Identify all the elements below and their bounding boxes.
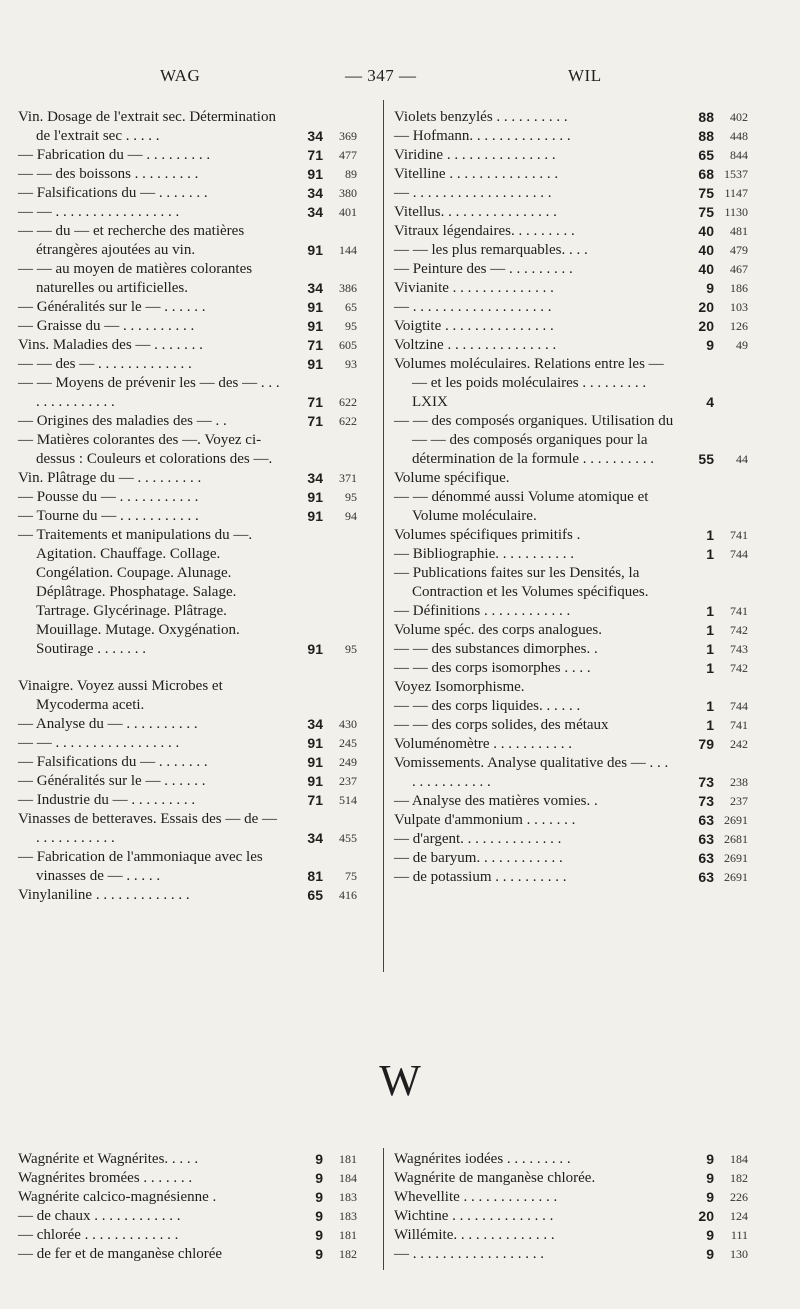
entry-page: 741 [730,718,748,732]
entry-page: 183 [339,1209,357,1223]
entry-volume: 71 [307,394,323,410]
entry-page: 130 [730,1247,748,1261]
index-column-left [18,108,357,905]
entry-page: 743 [730,642,748,656]
entry-volume: 71 [307,147,323,163]
entry-text: Voyez Isomorphisme. [394,679,525,695]
entry-page: 1130 [724,205,748,219]
w-column-right [394,1150,748,1264]
entry-text: — — des composés organiques. Utilisation du — — des composés organiques pour la détermination de la formule . . . . . . . . . . [394,413,674,467]
index-entry [394,222,748,241]
index-entry [18,507,357,526]
entry-volume: 75 [698,204,714,220]
entry-volume: 91 [307,508,323,524]
entry-text: — Fabrication du — . . . . . . . . . [18,147,211,163]
entry-text: Viridine . . . . . . . . . . . . . . . [394,147,556,163]
entry-page: 402 [730,110,748,124]
index-entry [394,317,748,336]
entry-text: — Falsifications du — . . . . . . . [18,754,208,770]
index-entry [394,716,748,735]
entry-page: 380 [339,186,357,200]
entry-text: Wagnérites bromées . . . . . . . [18,1170,193,1186]
index-entry [18,412,357,431]
header-left-guide-word: WAG [160,66,201,85]
index-entry [394,1169,748,1188]
entry-text: Voigtite . . . . . . . . . . . . . . . [394,318,554,334]
index-entry [394,127,748,146]
entry-volume: 9 [315,1227,323,1243]
entry-text: — Matières colorantes des —. Voyez ci-dessus : Couleurs et colorations des —. [18,432,273,467]
entry-page: 237 [730,794,748,808]
index-entry [18,165,357,184]
entry-volume: 91 [307,773,323,789]
index-entry [18,848,357,886]
entry-text: — — des corps solides, des métaux [394,717,609,733]
entry-volume: 1 [706,717,714,733]
entry-text: — Bibliographie. . . . . . . . . . . [394,546,574,562]
entry-text: — Définitions . . . . . . . . . . . . [394,603,571,619]
index-entry [18,146,357,165]
spacer [18,659,353,677]
entry-volume: 9 [706,280,714,296]
index-entry [394,526,748,545]
entry-page: 369 [339,129,357,143]
entry-page: 184 [730,1152,748,1166]
entry-volume: 73 [698,793,714,809]
entry-text: — — des corps liquides. . . . . . [394,698,581,714]
entry-text: — Fabrication de l'ammoniaque avec les vinasses de — . . . . . [18,849,263,884]
entry-page: 1537 [724,167,748,181]
index-entry [394,488,744,526]
index-entry [394,545,748,564]
entry-volume: 34 [307,204,323,220]
entry-volume: 9 [706,1246,714,1262]
index-entry [18,715,357,734]
index-entry [18,1207,357,1226]
index-entry [394,811,748,830]
index-entry [18,488,357,507]
index-entry [394,659,748,678]
entry-page: 2691 [724,851,748,865]
index-entry [394,298,748,317]
entry-volume: 4 [706,394,714,410]
entry-page: 622 [339,395,357,409]
entry-text: Violets benzylés . . . . . . . . . . [394,109,568,125]
entry-text: — Traitements et manipulations du —. Agitation. Chauffage. Collage. Congélation. Coupage. Alunage. Déplâtrage. Phosphatage. Salage. Tartrage. Glycérinage. Plâtrage. Mouillage. Mutage. Oxygénation. Soutirage . . . . . . . [18,527,253,657]
entry-page: 144 [339,243,357,257]
entry-text: — d'argent. . . . . . . . . . . . . . [394,831,562,847]
index-entry [394,602,748,621]
entry-text: Wagnérite calcico-magnésienne . [18,1189,217,1205]
index-entry [18,336,357,355]
entry-page: 481 [730,224,748,238]
entry-page: 103 [730,300,748,314]
entry-page: 416 [339,888,357,902]
entry-page: 386 [339,281,357,295]
entry-text: — — des substances dimorphes. . [394,641,598,657]
entry-text: — . . . . . . . . . . . . . . . . . . [394,1246,544,1262]
index-entry [394,1226,748,1245]
entry-text: — Tourne du — . . . . . . . . . . . [18,508,199,524]
index-entry [394,241,748,260]
entry-page: 111 [730,1228,748,1242]
index-entry [394,355,744,412]
entry-page: 448 [730,129,748,143]
entry-text: Vin. Plâtrage du — . . . . . . . . . [18,470,202,486]
index-entry [394,868,748,887]
entry-volume: 79 [698,736,714,752]
entry-text: Voltzine . . . . . . . . . . . . . . . [394,337,557,353]
entry-text: — Industrie du — . . . . . . . . . [18,792,196,808]
entry-page: 182 [730,1171,748,1185]
entry-text: Wagnérites iodées . . . . . . . . . [394,1151,571,1167]
entry-volume: 34 [307,185,323,201]
entry-volume: 63 [698,850,714,866]
entry-page: 844 [730,148,748,162]
index-entry [394,165,748,184]
index-entry [394,621,748,640]
entry-page: 44 [736,452,748,466]
entry-volume: 65 [307,887,323,903]
index-entry [18,734,357,753]
entry-text: Wagnérite de manganèse chlorée. [394,1170,596,1186]
entry-page: 237 [339,774,357,788]
entry-volume: 55 [698,451,714,467]
entry-volume: 1 [706,698,714,714]
entry-text: — de fer et de manganèse chlorée [18,1246,223,1262]
entry-volume: 68 [698,166,714,182]
entry-volume: 9 [706,337,714,353]
entry-volume: 91 [307,489,323,505]
entry-text: — Analyse du — . . . . . . . . . . [18,716,198,732]
entry-volume: 34 [307,128,323,144]
entry-page: 2691 [724,870,748,884]
index-entry [18,1150,357,1169]
index-entry [394,412,748,469]
entry-volume: 1 [706,603,714,619]
entry-text: — de baryum. . . . . . . . . . . . [394,850,563,866]
index-entry [18,886,357,905]
entry-text: Vin. Dosage de l'extrait sec. Détermination de l'extrait sec . . . . . [18,109,276,144]
entry-volume: 91 [307,754,323,770]
index-entry [18,374,357,412]
index-entry [18,526,357,659]
entry-page: 741 [730,604,748,618]
entry-page: 95 [345,490,357,504]
entry-volume: 73 [698,774,714,790]
index-entry [394,830,748,849]
entry-text: Vomissements. Analyse qualitative des — . . . . . . . . . . . . . . [394,755,669,790]
entry-text: — de potassium . . . . . . . . . . [394,869,567,885]
entry-volume: 75 [698,185,714,201]
page-number: — 347 — [345,66,417,85]
entry-page: 622 [339,414,357,428]
index-entry [394,203,748,222]
index-entry [18,317,357,336]
entry-page: 124 [730,1209,748,1223]
entry-volume: 91 [307,242,323,258]
column-divider [383,100,384,972]
entry-page: 401 [339,205,357,219]
index-entry [18,298,357,317]
entry-page: 182 [339,1247,357,1261]
entry-page: 126 [730,319,748,333]
entry-page: 249 [339,755,357,769]
entry-volume: 9 [315,1189,323,1205]
index-entry [394,792,748,811]
entry-page: 186 [730,281,748,295]
index-entry [394,735,748,754]
entry-volume: 91 [307,299,323,315]
index-entry [18,1169,357,1188]
entry-text: — . . . . . . . . . . . . . . . . . . . [394,185,552,201]
entry-text: — Falsifications du — . . . . . . . [18,185,208,201]
index-entry [18,677,353,715]
entry-text: — chlorée . . . . . . . . . . . . . [18,1227,179,1243]
entry-volume: 9 [315,1208,323,1224]
index-entry [394,849,748,868]
entry-text: Vivianite . . . . . . . . . . . . . . [394,280,554,296]
entry-text: — Généralités sur le — . . . . . . [18,773,206,789]
index-entry [18,108,357,146]
entry-text: Vitelline . . . . . . . . . . . . . . . [394,166,559,182]
entry-text: Voluménomètre . . . . . . . . . . . [394,736,573,752]
entry-volume: 63 [698,812,714,828]
entry-text: — — des corps isomorphes . . . . [394,660,591,676]
index-entry [18,222,357,260]
index-entry [394,336,748,355]
entry-text: Vins. Maladies des — . . . . . . . [18,337,203,353]
index-entry [394,1188,748,1207]
entry-page: 65 [345,300,357,314]
entry-page: 89 [345,167,357,181]
entry-text: — . . . . . . . . . . . . . . . . . . . [394,299,552,315]
entry-volume: 91 [307,318,323,334]
entry-text: — — au moyen de matières colorantes naturelles ou artificielles. [18,261,253,296]
index-entry [394,184,748,203]
index-column-right [394,108,748,887]
entry-volume: 81 [307,868,323,884]
entry-page: 93 [345,357,357,371]
entry-page: 1147 [724,186,748,200]
entry-page: 371 [339,471,357,485]
entry-page: 181 [339,1228,357,1242]
entry-volume: 20 [698,318,714,334]
entry-text: — — du — et recherche des matières étrangères ajoutées au vin. [18,223,245,258]
entry-text: Wagnérite et Wagnérites. . . . . [18,1151,199,1167]
entry-volume: 1 [706,660,714,676]
entry-text: — Publications faites sur les Densités, la Contraction et les Volumes spécifiques. [394,565,649,600]
entry-text: Vinylaniline . . . . . . . . . . . . . [18,887,190,903]
entry-volume: 63 [698,831,714,847]
running-header [0,66,800,90]
index-entry [394,1207,748,1226]
entry-page: 226 [730,1190,748,1204]
index-entry [18,772,357,791]
entry-page: 75 [345,869,357,883]
entry-text: Vitellus. . . . . . . . . . . . . . . . [394,204,557,220]
entry-volume: 65 [698,147,714,163]
entry-text: — Graisse du — . . . . . . . . . . [18,318,195,334]
entry-text: Vitraux légendaires. . . . . . . . . [394,223,575,239]
entry-page: 741 [730,528,748,542]
entry-volume: 9 [706,1227,714,1243]
entry-page: 479 [730,243,748,257]
index-entry [394,260,748,279]
index-entry [394,469,744,488]
entry-volume: 91 [307,641,323,657]
entry-text: — Hofmann. . . . . . . . . . . . . . [394,128,571,144]
entry-text: Volume spéc. des corps analogues. [394,622,603,638]
entry-volume: 91 [307,166,323,182]
entry-page: 477 [339,148,357,162]
entry-volume: 40 [698,223,714,239]
entry-volume: 9 [315,1151,323,1167]
entry-volume: 20 [698,1208,714,1224]
entry-volume: 63 [698,869,714,885]
index-entry [18,791,357,810]
entry-text: — — Moyens de prévenir les — des — . . . . . . . . . . . . . . [18,375,280,410]
entry-page: 95 [345,319,357,333]
index-entry [394,1245,748,1264]
index-entry [394,146,748,165]
entry-text: — Pousse du — . . . . . . . . . . . [18,489,199,505]
entry-page: 430 [339,717,357,731]
entry-volume: 88 [698,128,714,144]
entry-volume: 71 [307,337,323,353]
entry-text: — Analyse des matières vomies. . [394,793,598,809]
index-entry [18,753,357,772]
entry-page: 742 [730,661,748,675]
entry-page: 742 [730,623,748,637]
entry-volume: 20 [698,299,714,315]
entry-page: 49 [736,338,748,352]
entry-text: Volume spécifique. [394,470,510,486]
entry-volume: 1 [706,641,714,657]
index-entry [394,678,744,697]
index-entry [394,108,748,127]
entry-volume: 71 [307,792,323,808]
index-entry [18,469,357,488]
entry-volume: 1 [706,546,714,562]
index-entry [18,260,357,298]
index-entry [18,810,357,848]
index-entry [394,279,748,298]
entry-text: — — des boissons . . . . . . . . . [18,166,199,182]
entry-text: Willémite. . . . . . . . . . . . . . [394,1227,555,1243]
entry-text: — Généralités sur le — . . . . . . [18,299,206,315]
index-entry [394,697,748,716]
index-entry [18,1245,357,1264]
entry-text: — — . . . . . . . . . . . . . . . . . [18,735,180,751]
entry-text: — Origines des maladies des — . . [18,413,227,429]
index-entry [394,640,748,659]
entry-text: Vinasses de betteraves. Essais des — de — . . . . . . . . . . . [18,811,278,846]
entry-volume: 9 [706,1151,714,1167]
entry-text: Volumes spécifiques primitifs . [394,527,581,543]
entry-volume: 91 [307,735,323,751]
entry-volume: 91 [307,356,323,372]
index-entry [18,184,357,203]
index-entry [18,355,357,374]
entry-page: 744 [730,547,748,561]
entry-page: 467 [730,262,748,276]
entry-volume: 34 [307,470,323,486]
entry-text: Vinaigre. Voyez aussi Microbes et Mycoderma aceti. [18,678,223,713]
entry-text: Volumes moléculaires. Relations entre les — — et les poids moléculaires . . . . . . . . . LXIX [394,356,664,410]
entry-volume: 9 [706,1189,714,1205]
entry-volume: 9 [706,1170,714,1186]
column-divider-w [383,1148,384,1270]
entry-page: 183 [339,1190,357,1204]
index-entry [18,1226,357,1245]
entry-text: — Peinture des — . . . . . . . . . [394,261,573,277]
header-right-guide-word: WIL [568,66,602,85]
entry-page: 181 [339,1152,357,1166]
entry-page: 514 [339,793,357,807]
entry-page: 455 [339,831,357,845]
index-entry [18,203,357,222]
entry-volume: 9 [315,1170,323,1186]
index-entry [18,1188,357,1207]
entry-volume: 1 [706,527,714,543]
entry-text: — de chaux . . . . . . . . . . . . [18,1208,181,1224]
index-entry [18,431,353,469]
entry-page: 245 [339,736,357,750]
entry-text: Whevellite . . . . . . . . . . . . . [394,1189,558,1205]
entry-text: — — des — . . . . . . . . . . . . . [18,356,192,372]
entry-page: 184 [339,1171,357,1185]
entry-page: 744 [730,699,748,713]
entry-page: 94 [345,509,357,523]
entry-page: 2691 [724,813,748,827]
entry-volume: 40 [698,261,714,277]
entry-volume: 34 [307,280,323,296]
entry-volume: 34 [307,830,323,846]
entry-volume: 1 [706,622,714,638]
entry-page: 238 [730,775,748,789]
entry-volume: 40 [698,242,714,258]
entry-volume: 34 [307,716,323,732]
index-entry [394,564,744,602]
entry-text: — — les plus remarquables. . . . [394,242,588,258]
entry-volume: 71 [307,413,323,429]
w-column-left [18,1150,357,1264]
index-entry [394,1150,748,1169]
entry-page: 242 [730,737,748,751]
entry-page: 2681 [724,832,748,846]
entry-text: — — dénommé aussi Volume atomique et Volume moléculaire. [394,489,649,524]
index-entry [394,754,748,792]
entry-volume: 88 [698,109,714,125]
entry-page: 605 [339,338,357,352]
entry-page: 95 [345,642,357,656]
entry-text: Wichtine . . . . . . . . . . . . . . [394,1208,554,1224]
entry-text: Vulpate d'ammonium . . . . . . . [394,812,576,828]
entry-text: — — . . . . . . . . . . . . . . . . . [18,204,180,220]
entry-volume: 9 [315,1246,323,1262]
section-letter: W [379,1056,421,1105]
